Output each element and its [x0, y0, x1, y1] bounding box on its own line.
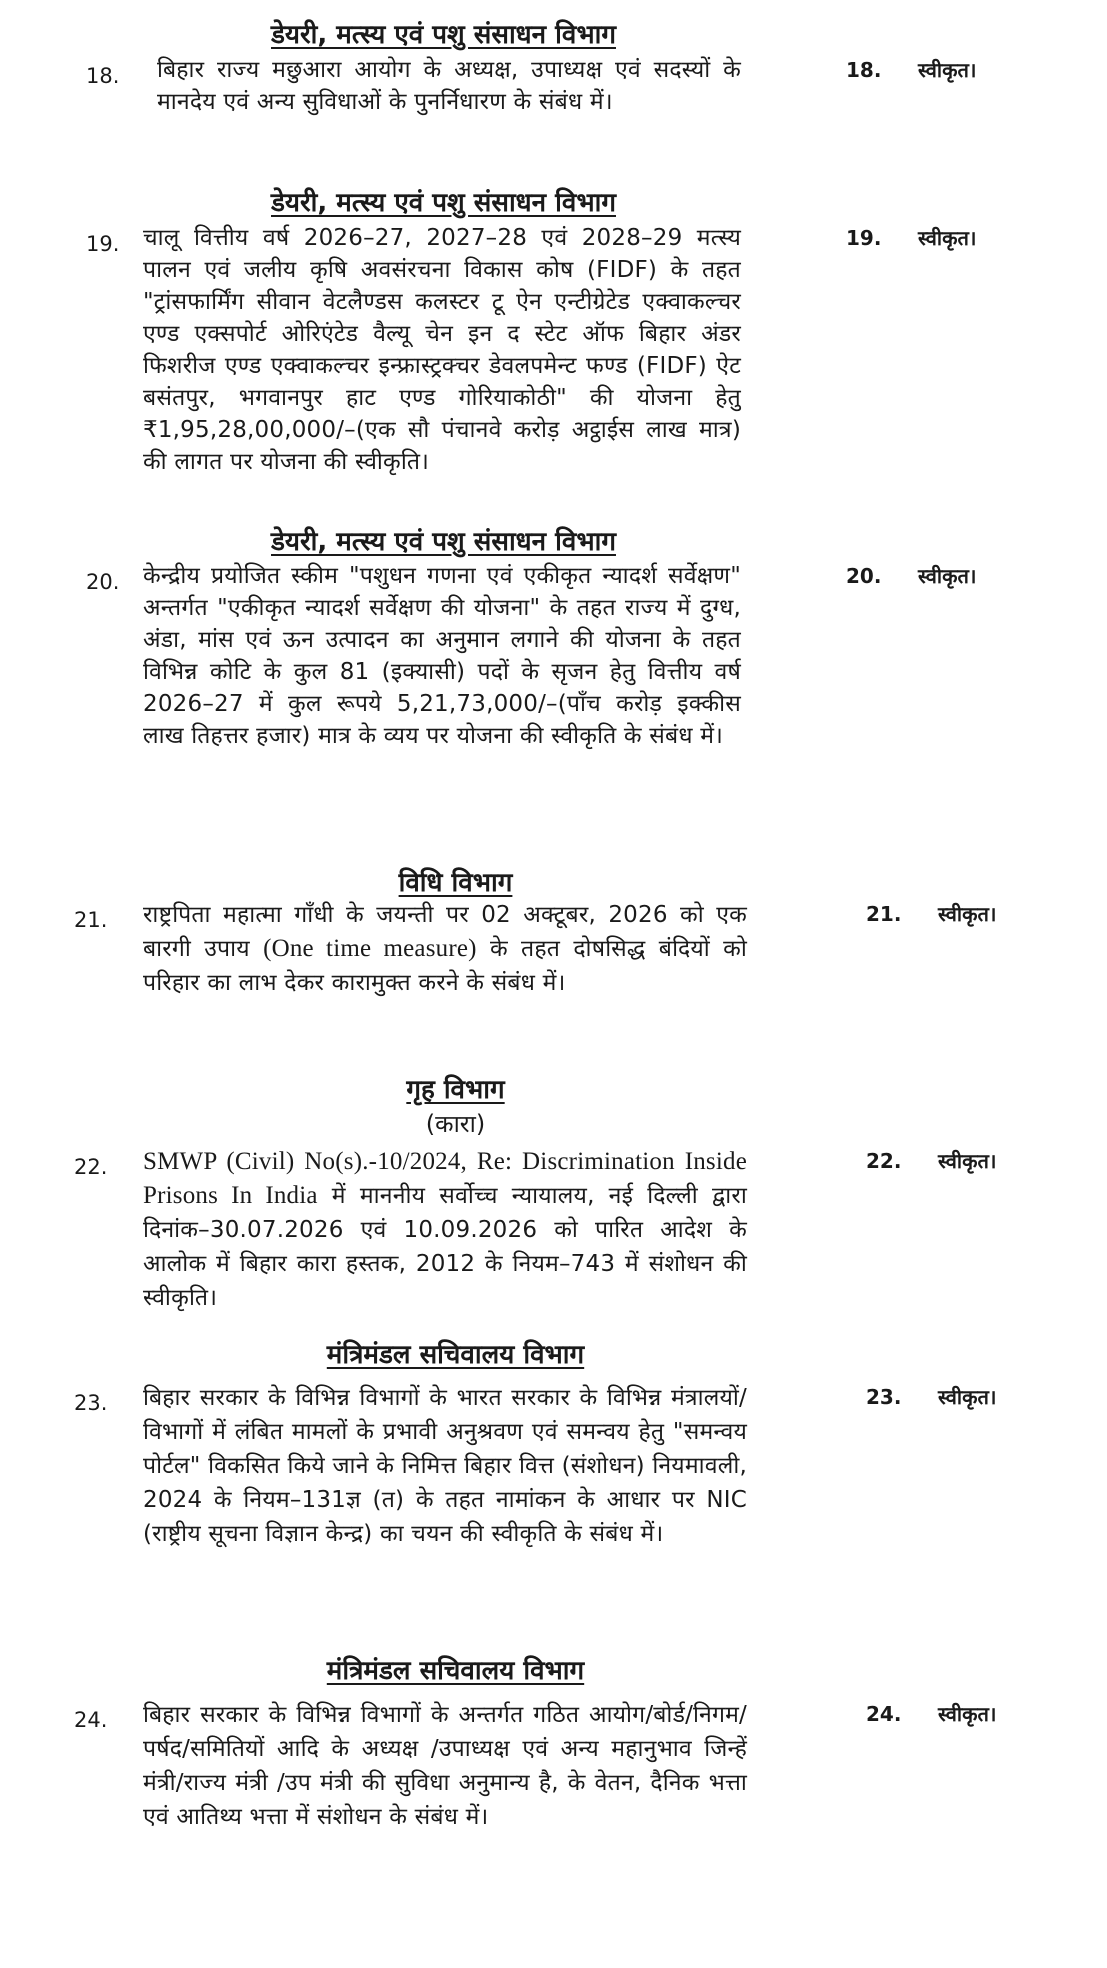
item-text: चालू वित्तीय वर्ष 2026–27, 2027–28 एवं 2028–29 मत्स्य पालन एवं जलीय कृषि अवसंरचना विकास कोष (FIDF) के तहत "ट्रांसफार्मिंग सीवान वेटलैण्डस कलस्टर टू ऐन एन्टीग्रेटेड एक्वाकल्चर एण्ड एक्सपोर्ट ओरिएंटेड वैल्यू चेन इन द स्टेट ऑफ बिहार अंडर फिशरीज एण्ड एक्वाकल्चर इन्फ्रास्ट्रक्चर डेवलपमेन्ट फण्ड (FIDF) ऐट बसंतपुर, भगवानपुर हाट एण्ड गोरियाकोठी" की योजना हेतु ₹1,95,28,00,000/–(एक सौ पंचानवे करोड़ अट्ठाईस लाख मात्र) की लागत पर योजना की स्वीकृति। — [143, 225, 741, 475]
resolution-status: स्वीकृत। — [918, 226, 977, 250]
resolution — [866, 1381, 996, 1413]
item-text: बिहार राज्य मछुआरा आयोग के अध्यक्ष, उपाध्यक्ष एवं सदस्यों के मानदेय एवं अन्य सुविधाओं के पुनर्निधारण के संबंध में। — [157, 57, 741, 115]
department-heading: विधि विभाग — [398, 868, 513, 898]
item-number: 20. — [86, 570, 120, 594]
item-number: 24. — [74, 1708, 108, 1732]
resolution — [846, 222, 976, 254]
item-number: 18. — [86, 64, 120, 88]
department-heading: डेयरी, मत्स्य एवं पशु संसाधन विभाग — [271, 188, 616, 218]
department-heading: मंत्रिमंडल सचिवालय विभाग — [326, 1340, 585, 1370]
resolution — [866, 1145, 996, 1177]
item-text: केन्द्रीय प्रयोजित स्कीम "पशुधन गणना एवं एकीकृत न्यादर्श सर्वेक्षण" अन्तर्गत "एकीकृत न्यादर्श सर्वेक्षण की योजना" के तहत राज्य में दुग्ध, अंडा, मांस एवं ऊन उत्पादन का अनुमान लगाने की योजना के तहत विभिन्न कोटि के कुल 81 (इक्यासी) पदों के सृजन हेतु वित्तीय वर्ष 2026–27 में कुल रूपये 5,21,73,000/–(पाँच करोड़ इक्कीस लाख तिहत्तर हजार) मात्र के व्यय पर योजना की स्वीकृति के संबंध में। — [143, 563, 741, 749]
resolution-number: 18. — [846, 58, 882, 82]
item-text: SMWP (Civil) No(s).-10/2024, Re: Discrimination Inside Prisons In India में माननीय सर्वोच्च न्यायालय, नई दिल्ली द्वारा दिनांक–30.07.2026 एवं 10.09.2026 को पारित आदेश के आलोक में बिहार कारा हस्तक, 2012 के नियम–743 में संशोधन की स्वीकृति। — [143, 1148, 747, 1311]
resolution-status: स्वीकृत। — [918, 564, 977, 588]
item-text: बिहार सरकार के विभिन्न विभागों के अन्तर्गत गठित आयोग/बोर्ड/निगम/पर्षद/समितियों आदि के अध्यक्ष /उपाध्यक्ष एवं अन्य महानुभाव जिन्हें मंत्री/राज्य मंत्री /उप मंत्री की सुविधा अनुमान्य है, के वेतन, दैनिक भत्ता एवं आतिथ्य भत्ता में संशोधन के संबंध में। — [143, 1702, 747, 1830]
resolution-number: 23. — [866, 1385, 902, 1409]
resolution-status: स्वीकृत। — [938, 1385, 997, 1409]
item-text: राष्ट्रपिता महात्मा गाँधी के जयन्ती पर 02 अक्टूबर, 2026 को एक बारगी उपाय (One time measure) के तहत दोषसिद्ध बंदियों को परिहार का लाभ देकर कारामुक्त करने के संबंध में। — [143, 902, 748, 996]
resolution-number: 22. — [866, 1149, 902, 1173]
resolution — [866, 898, 996, 930]
department-heading: मंत्रिमंडल सचिवालय विभाग — [326, 1656, 585, 1686]
item-number: 19. — [86, 232, 120, 256]
resolution — [846, 54, 976, 86]
item-number: 23. — [74, 1391, 108, 1415]
resolution-number: 19. — [846, 226, 882, 250]
item-text: बिहार सरकार के विभिन्न विभागों के भारत सरकार के विभिन्न मंत्रालयों/विभागों में लंबित मामलों के प्रभावी अनुश्रवण एवं समन्वय हेतु "समन्वय पोर्टल" विकसित किये जाने के निमित्त बिहार वित्त (संशोधन) नियमावली, 2024 के नियम–131ज्ञ (त) के तहत नामांकन के आधार पर NIC (राष्ट्रीय सूचना विज्ञान केन्द्र) का चयन की स्वीकृति के संबंध में। — [143, 1385, 747, 1547]
sub-department: (कारा) — [425, 1110, 486, 1138]
department-heading: गृह विभाग — [406, 1075, 505, 1105]
resolution-number: 24. — [866, 1702, 902, 1726]
resolution-number: 20. — [846, 564, 882, 588]
resolution-status: स्वीकृत। — [938, 902, 997, 926]
item-number: 22. — [74, 1155, 108, 1179]
department-heading: डेयरी, मत्स्य एवं पशु संसाधन विभाग — [271, 20, 616, 50]
resolution-status: स्वीकृत। — [918, 58, 977, 82]
resolution — [866, 1698, 996, 1730]
resolution — [846, 560, 976, 592]
item-number: 21. — [74, 908, 108, 932]
resolution-status: स्वीकृत। — [938, 1149, 997, 1173]
resolution-status: स्वीकृत। — [938, 1702, 997, 1726]
department-heading: डेयरी, मत्स्य एवं पशु संसाधन विभाग — [271, 527, 616, 557]
resolution-number: 21. — [866, 902, 902, 926]
